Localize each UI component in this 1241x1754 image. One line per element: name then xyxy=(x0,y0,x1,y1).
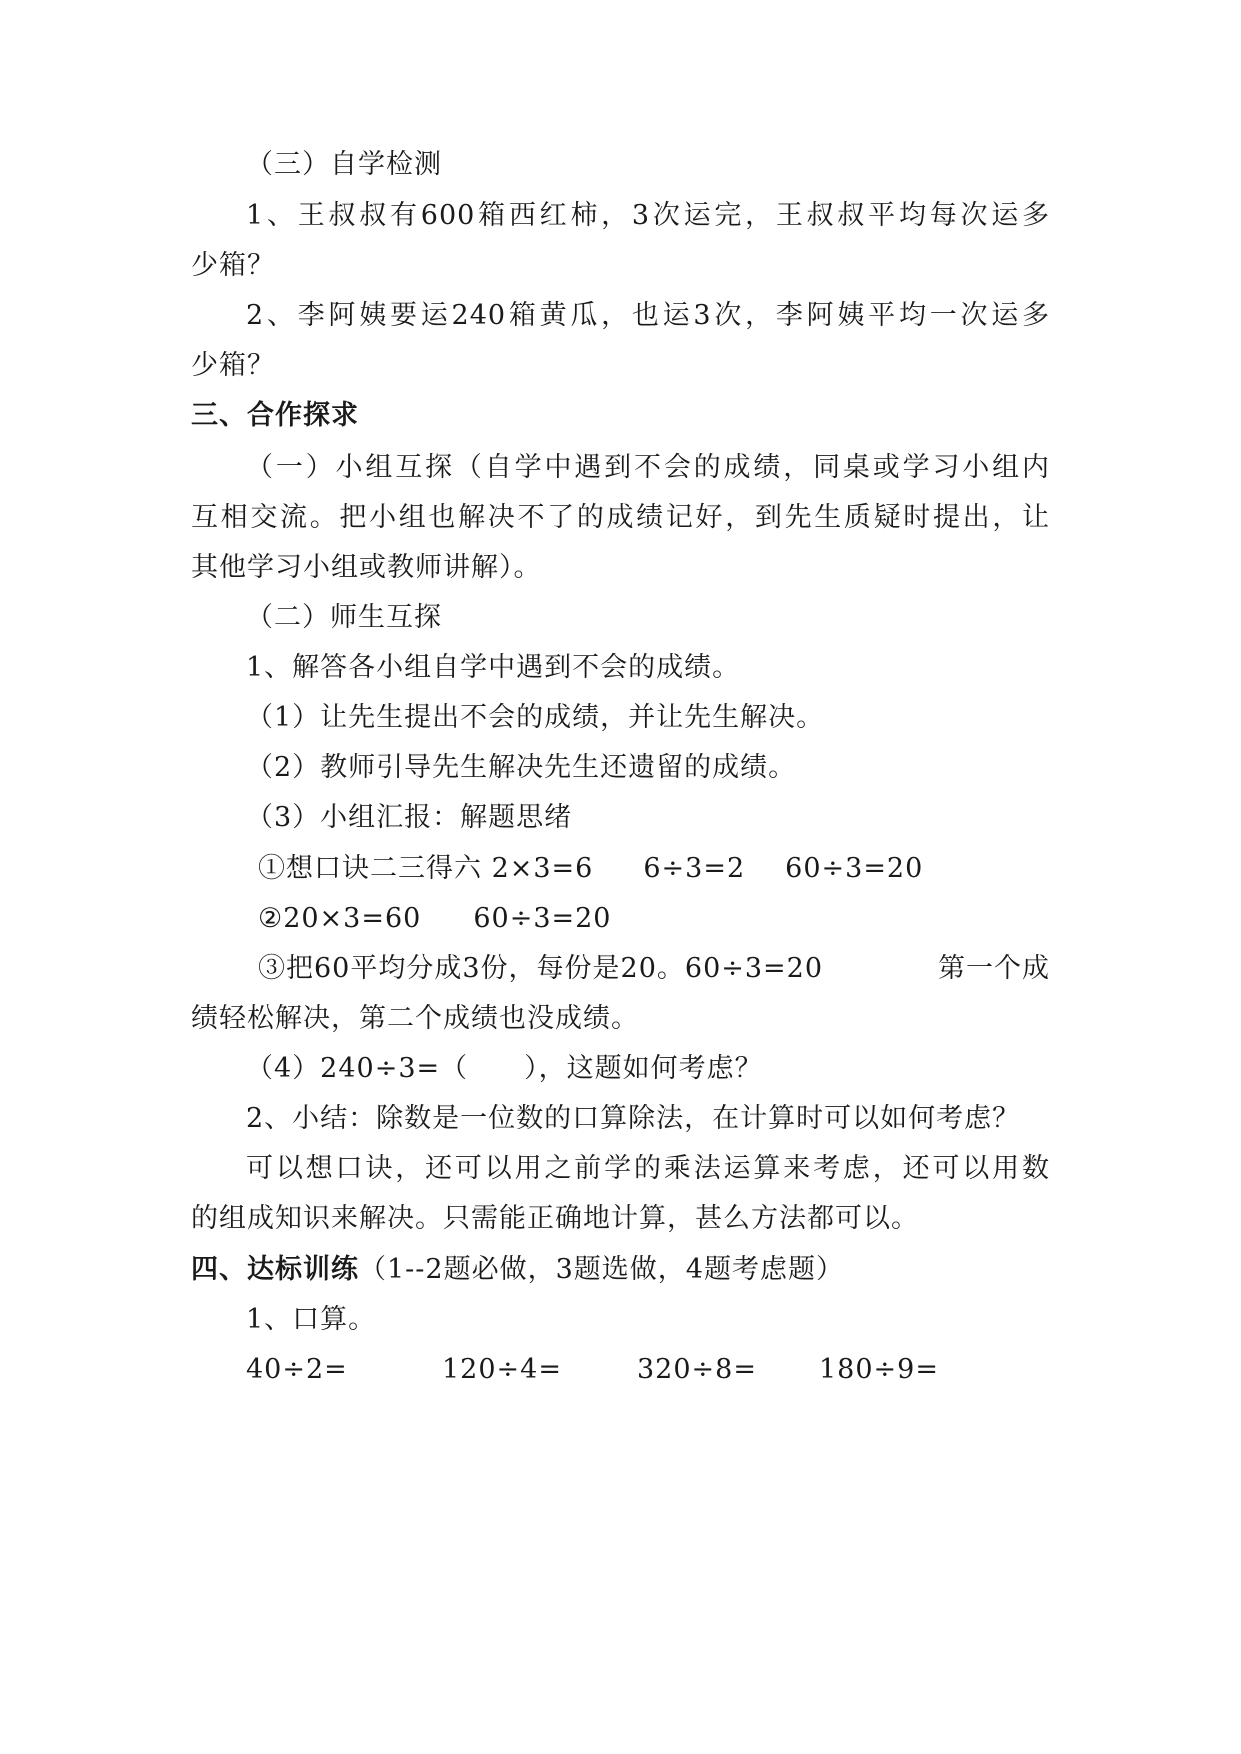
summary-answer-line-1: 可以想口诀，还可以用之前学的乘法运算来考虑，还可以用数 xyxy=(246,1153,1050,1184)
group-inquiry-line-1: （一）小组互探（自学中遇到不会的成绩，同桌或学习小组内 xyxy=(246,452,1050,483)
question-1-line-1: 1、王叔叔有600箱西红柿，3次运完，王叔叔平均每次运多 xyxy=(246,200,1050,231)
step-4: （4）240÷3=（ ），这题如何考虑？ xyxy=(246,1053,763,1084)
calc-item: 320÷8= xyxy=(637,1354,757,1385)
step-3: （3）小组汇报：解题思绪 xyxy=(246,802,573,833)
group-inquiry-line-2: 互相交流。把小组也解决不了的成绩记好，到先生质疑时提出，让 xyxy=(191,502,1050,533)
question-2-line-2: 少箱？ xyxy=(191,350,275,381)
summary-answer-line-2: 的组成知识来解决。只需能正确地计算，甚么方法都可以。 xyxy=(191,1203,919,1234)
calc-item: 40÷2= xyxy=(246,1354,348,1385)
section-subtitle-teacher-student: （二）师生互探 xyxy=(246,602,442,633)
heading-standard-training-line xyxy=(191,1252,1051,1288)
question-1-line-2: 少箱？ xyxy=(191,250,275,281)
calc-item: 180÷9= xyxy=(819,1354,939,1385)
item-mental-calculation: 1、口算。 xyxy=(246,1304,377,1335)
calc-item: 120÷4= xyxy=(442,1354,562,1385)
method-1-line xyxy=(258,851,1118,887)
training-note: （1--2题必做，3题选做，4题考虑题） xyxy=(359,1254,844,1285)
step-1: （1）让先生提出不会的成绩，并让先生解决。 xyxy=(246,702,825,733)
method-1-part-b: 6÷3=2 xyxy=(643,853,746,884)
group-inquiry-line-3: 其他学习小组或教师讲解）。 xyxy=(191,552,542,583)
question-2-line-1: 2、李阿姨要运240箱黄瓜，也运3次，李阿姨平均一次运多 xyxy=(246,300,1050,331)
method-3-line-2: 绩轻松解决，第二个成绩也没成绩。 xyxy=(191,1003,639,1034)
summary-question: 2、小结：除数是一位数的口算除法，在计算时可以如何考虑？ xyxy=(246,1103,1021,1134)
method-1-part-c: 60÷3=20 xyxy=(785,853,924,884)
method-2-part-a: ②20×3=60 xyxy=(258,903,422,934)
method-2-line xyxy=(258,901,1118,937)
item-answer-questions: 1、解答各小组自学中遇到不会的成绩。 xyxy=(246,652,741,683)
method-3-part-b: 第一个成 xyxy=(938,953,1050,984)
heading-cooperative-inquiry: 三、合作探求 xyxy=(191,400,359,431)
method-3-part-a: ③把60平均分成3份，每份是20。60÷3=20 xyxy=(258,953,824,984)
method-2-part-b: 60÷3=20 xyxy=(473,903,612,934)
section-subtitle-self-test: （三）自学检测 xyxy=(246,149,442,180)
heading-standard-training: 四、达标训练 xyxy=(191,1254,359,1285)
method-3-line-1 xyxy=(258,951,1050,987)
step-2: （2）教师引导先生解决先生还遗留的成绩。 xyxy=(246,752,797,783)
method-1-part-a: ①想口诀二三得六 2×3=6 xyxy=(258,853,594,884)
